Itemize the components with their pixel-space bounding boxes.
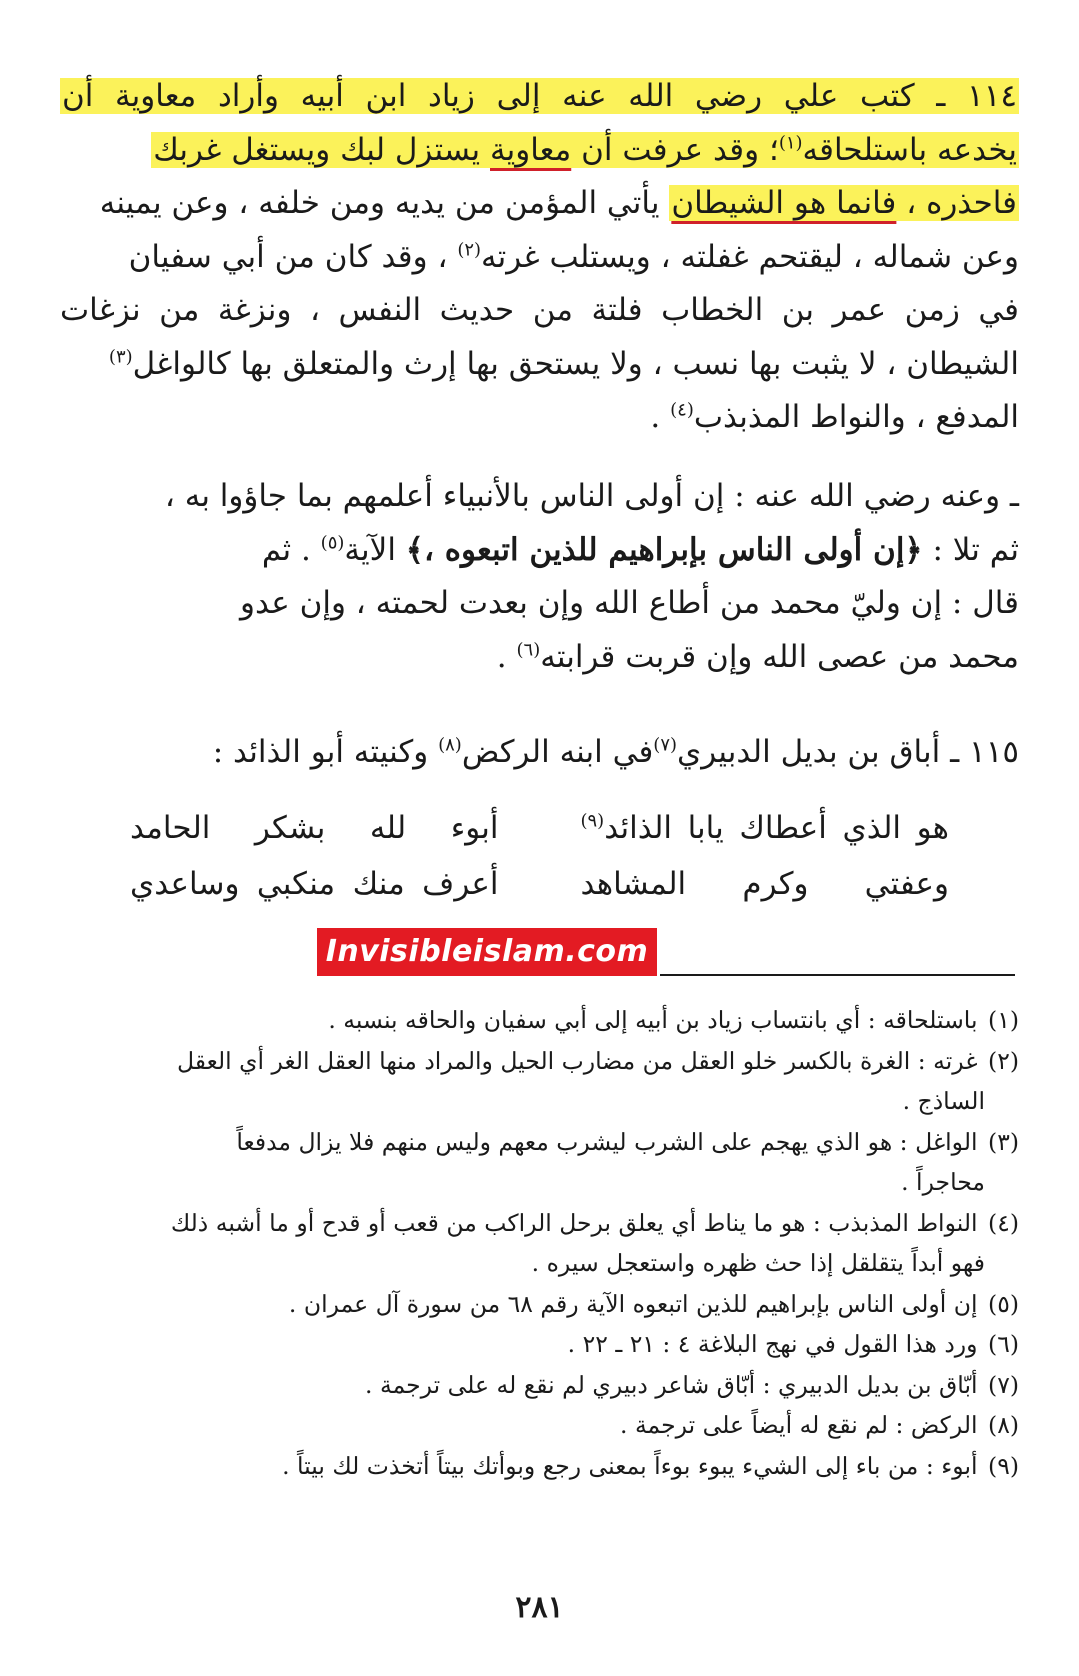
- underlined-text: معاوية: [490, 131, 572, 168]
- footnote-2: (٢) غرته : الغرة بالكسر خلو العقل من مضارب الحيل والمراد منها العقل الغر أي العقل: [176, 1046, 1019, 1075]
- entry-114-line-6: الشيطان ، لا يثبت بها نسب ، ولا يستحق بها إرث والمتعلق بها كالواغل$^{(٣)}$: [108, 345, 1019, 382]
- underlined-text: فانما هو الشيطان: [671, 185, 897, 221]
- footnote-mark: (٥): [320, 532, 345, 554]
- footnote-1: (١) باستلحاقه : أي بانتساب زياد بن أبيه إلى أبي سفيان والحاقه بنسبه .: [328, 1006, 1019, 1034]
- footnote-3: (٣) الواغل : هو الذي يهجم على الشرب ليشرب معهم وليس منهم فلا يزال مدفعاً: [236, 1127, 1019, 1156]
- quote-line-4: محمد من عصى الله وإن قربت قرابته$^{(٦)}$ .: [496, 638, 1019, 675]
- entry-114: [60, 70, 1019, 445]
- footnotes: [60, 1000, 1019, 1486]
- poem-verse-1: [130, 800, 949, 856]
- footnote-mark: (١): [778, 132, 803, 154]
- footnote-2-continued: الساذج .: [902, 1087, 985, 1115]
- footnote-mark: (٢): [457, 239, 482, 261]
- footnote-mark: (٤): [670, 399, 694, 421]
- footnote-4-continued: فهو أبداً يتقلقل إذا حث ظهره واستعجل سيره .: [531, 1249, 985, 1277]
- poem: [130, 800, 949, 912]
- footnote-8: (٨) الركض : لم نقع له أيضاً على ترجمة .: [620, 1411, 1019, 1439]
- footnote-9: (٩) أبوء : من باء إلى الشيء يبوء بوءاً بمعنى رجع وبوأتك بيتاً أتخذت لك بيتاً .: [282, 1451, 1019, 1480]
- quote-line-2: ثم تلا : ﴿إن أولى الناس بإبراهيم للذين اتبعوه ،﴾ الآية$^{(٥)}$ . ثم: [261, 531, 1019, 568]
- footnote-5: (٥) إن أولى الناس بإبراهيم للذين اتبعوه الآية رقم ٦٨ من سورة آل عمران .: [288, 1289, 1019, 1318]
- watermark-banner: Invisibleislam.com: [317, 928, 657, 976]
- quote-line-3: قال : إن وليّ محمد من أطاع الله وإن بعدت لحمته ، وإن عدو: [240, 585, 1019, 621]
- entry-114-line-3: فاحذره ، فانما هو الشيطان يأتي المؤمن من يديه ومن خلفه ، وعن يمينه: [99, 185, 1017, 221]
- quote-line-1: ـ وعنه رضي الله عنه : إن أولى الناس بالأنبياء أعلمهم بما جاؤوا به ،: [164, 478, 1019, 514]
- entry-115-line: ١١٥ ـ أباق بن بديل الدبيري$^{(٧)}$في ابنه الركض$^{(٨)}$ وكنيته أبو الذائد :: [212, 734, 1019, 770]
- quran-verse: ﴿إن أولى الناس بإبراهيم للذين اتبعوه ،﴾: [405, 531, 923, 568]
- entry-115: [60, 727, 1019, 777]
- footnote-6: (٦) ورد هذا القول في نهج البلاغة ٤ : ٢١ ـ ٢٢ .: [567, 1330, 1019, 1358]
- entry-114-line-7: المدفع ، والنواط المذبذب$^{(٤)}$ .: [650, 399, 1019, 435]
- poem-hemistich: هو الذي أعطاك يابا الذائد$^{(٩)}$: [580, 810, 949, 846]
- footnote-7: (٧) أبّاق بن بديل الدبيري : أبّاق شاعر دبيري لم نقع له على ترجمة .: [365, 1370, 1019, 1399]
- footnote-mark: (٩): [580, 810, 605, 832]
- poem-hemistich: أعرف منك منكبي وساعدي: [130, 866, 499, 902]
- entry-114-line-5: في زمن عمر بن الخطاب فلتة من حديث النفس ، ونزغة من نزغات: [60, 292, 1019, 328]
- footnote-mark: (٣): [108, 346, 133, 368]
- entry-114-line-2: [60, 124, 1019, 178]
- highlighted-text: فاحذره ، فانما هو الشيطان: [671, 185, 1017, 221]
- page-number: ٢٨١: [515, 1590, 564, 1625]
- footnote-3-continued: محاجراً .: [901, 1168, 985, 1196]
- entry-114-line-1: [60, 70, 1019, 124]
- quote-paragraph: [60, 470, 1019, 684]
- footnote-4: (٤) النواط المذبذب : هو ما يناط أي يعلق برحل الراكب من قعب أو قدح أو ما أشبه ذلك: [170, 1208, 1019, 1237]
- highlighted-text: ١١٤ ـ كتب علي رضي الله عنه إلى زياد ابن أبيه وأراد معاوية أن: [62, 78, 1017, 114]
- footnote-mark: (٨): [438, 734, 462, 756]
- highlighted-text: يخدعه باستلحاقه$^{(١)}$؛ وقد عرفت أن معاوية يستزل لبك ويستغل غربك: [153, 131, 1017, 168]
- entry-114-line-4: وعن شماله ، ليقتحم غفلته ، ويستلب غرته$^{(٢)}$ ، وقد كان من أبي سفيان: [128, 238, 1019, 275]
- footnote-mark: (٦): [516, 639, 541, 661]
- poem-verse-2: [130, 856, 949, 912]
- footnote-mark: (٧): [653, 734, 678, 756]
- poem-hemistich: أبوء لله بشكر الحامد: [130, 810, 499, 846]
- poem-hemistich: وعفتي وكرم المشاهد: [580, 866, 949, 902]
- footnote-divider: [660, 974, 1015, 976]
